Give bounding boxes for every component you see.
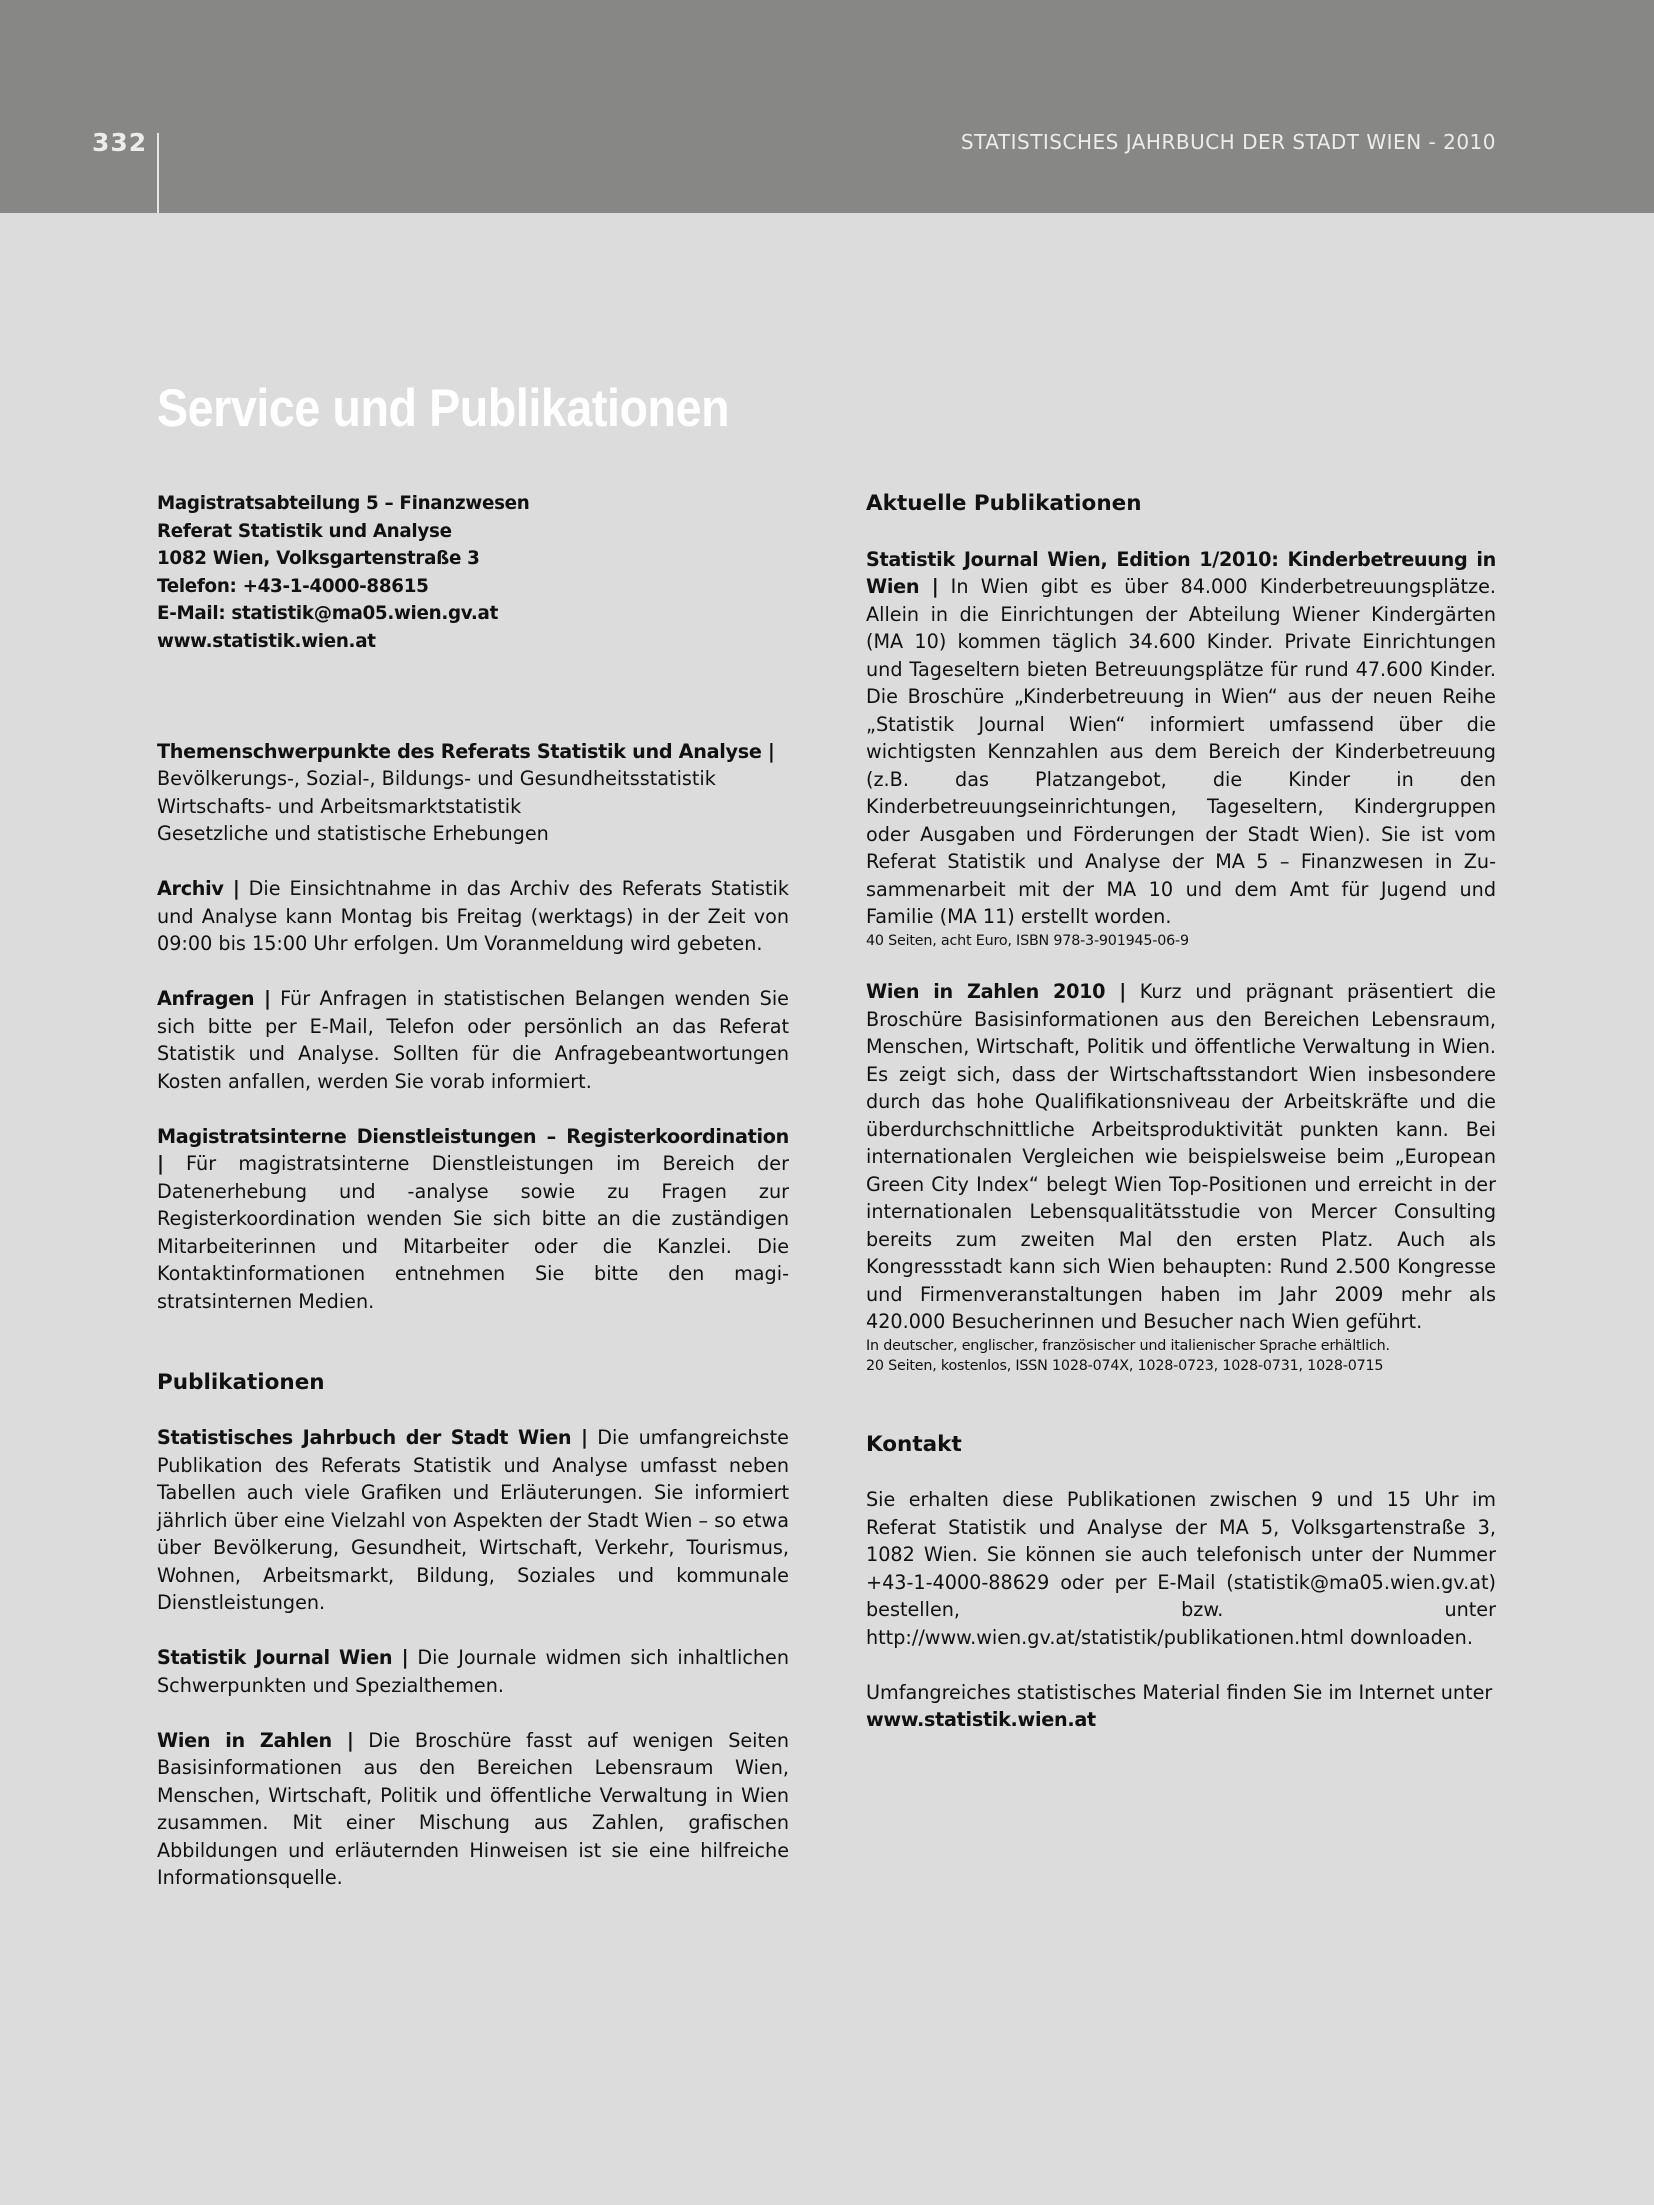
themen-line: Bevölkerungs-, Sozial-, Bildungs- und Gesundheitsstatistik bbox=[157, 767, 716, 790]
address-line: www.statistik.wien.at bbox=[157, 630, 376, 652]
journal-2010-label: Statistik Journal Wien, Edition 1/2010: Kinderbetreuung in Wien | bbox=[866, 547, 1496, 598]
address-line: 1082 Wien, Volksgartenstraße 3 bbox=[157, 548, 480, 569]
dienstleistungen-label: Magistratsinterne Dienstleistungen – Registerkoordination | bbox=[157, 1124, 789, 1175]
zahlen-2010-paragraph bbox=[866, 978, 1496, 1336]
address-block bbox=[157, 490, 789, 655]
jahrbuch-text: Die umfangreichste Publikation des Referats Statistik und Analyse umfasst neben Tabellen auch viele Grafiken und Erläuterungen. Sie informiert jährlich über eine Vielzahl von Aspekten der Stadt Wien – so etwa über Bevölkerung, Gesundheit, Wirtschaft, Verkehr, Tourismus, Wohnen, Arbeitsmarkt, Bildung, Soziales und kommunale Dienstleistungen. bbox=[157, 1426, 789, 1614]
address-line: Magistratsabteilung 5 – Finanzwesen bbox=[157, 493, 530, 514]
zahlen-2010-note-line: In deutscher, englischer, französischer und italienischer Sprache erhältlich. bbox=[866, 1337, 1390, 1354]
left-column bbox=[157, 490, 789, 1892]
page-number: 332 bbox=[92, 128, 148, 157]
internet-paragraph bbox=[866, 1679, 1496, 1734]
internet-text: Umfangreiches statistisches Material finden Sie im Internet unter bbox=[866, 1680, 1493, 1704]
journal-2010-note-line: 40 Seiten, acht Euro, ISBN 978-3-901945-06-9 bbox=[866, 932, 1189, 949]
zahlen-text: Die Broschüre fasst auf wenigen Seiten Basisinformationen aus den Bereichen Lebensraum Wien, Menschen, Wirtschaft, Politik und öffentliche Verwaltung in Wien zusammen. Mit einer Mischung aus Zahlen, grafischen Abbildungen und erläuternden Hinweisen ist sie eine hilfreiche Informationsquelle. bbox=[157, 1728, 789, 1889]
page-header bbox=[0, 0, 1654, 213]
right-column bbox=[866, 490, 1496, 1734]
anfragen-paragraph bbox=[157, 985, 789, 1095]
archiv-text: Die Einsichtnahme in das Archiv des Referats Statistik und Analyse kann Montag bis Freitag (werktags) in der Zeit von 09:00 bis 15:00 Uhr erfolgen. Um Voranmeldung wird gebeten. bbox=[157, 877, 789, 955]
anfragen-text: Für Anfragen in statistischen Belangen wenden Sie sich bitte per E-Mail, Telefon oder persönlich an das Referat Statistik und Analyse. Sollten für die Anfragebeantwortungen Kosten anfallen, werden Sie vorab informiert. bbox=[157, 987, 789, 1093]
running-title: STATISTISCHES JAHRBUCH DER STADT WIEN - 2010 bbox=[960, 130, 1496, 154]
zahlen-2010-text: Kurz und prägnant präsentiert die Broschüre Basisinformationen aus den Bereichen Lebensraum, Menschen, Wirtschaft, Politik und öffentliche Verwaltung in Wien. Es zeigt sich, dass der Wirtschaftsstandort Wien insbesondere durch das hohe Qualifikationsniveau der Arbeitskräfte und die überdurchschnittliche Arbeitsproduktivität punkten kann. Bei internationalen Vergleichen wie beispielsweise beim „European Green City Index“ belegt Wien Top-Positionen und erreicht in der internationalen Lebensqualitätsstudie von Mercer Consulting bereits zum zweiten Mal den ersten Platz. Auch als Kongressstadt kann sich Wien behaupten: Rund 2.500 Kongresse und Firmenveranstaltungen haben im Jahr 2009 mehr als 420.000 Besucherinnen und Besucher nach Wien geführt. bbox=[866, 980, 1496, 1333]
journal-2010-paragraph bbox=[866, 546, 1496, 931]
zahlen-2010-note bbox=[866, 1336, 1496, 1376]
journal-2010-note bbox=[866, 931, 1496, 951]
page-title: Service und Publikationen bbox=[157, 379, 730, 438]
themen-label: Themenschwerpunkte des Referats Statistik und Analyse | bbox=[157, 739, 775, 763]
kontakt-heading: Kontakt bbox=[866, 1431, 962, 1457]
zahlen-paragraph bbox=[157, 1727, 789, 1892]
journal-2010-text: In Wien gibt es über 84.000 Kinderbetreuungsplätze. Allein in die Einrichtungen der Abteilung Wiener Kindergärten (MA 10) kommen täglich 34.600 Kinder. Private Einrichtungen und Tageseltern bieten Betreuungsplätze für rund 47.600 Kinder. Die Broschüre „Kinderbetreuung in Wien“ aus der neuen Reihe „Statistik Journal Wien“ informiert umfassend über die wichtigsten Kennzahlen aus dem Bereich der Kinderbetreuung (z.B. das Platzangebot, die Kinder in den Kinderbetreuungseinrichtungen, Tageseltern, Kindergruppen oder Ausgaben und Förderungen der Stadt Wien). Sie ist vom Referat Statistik und Analyse der MA 5 – Finanzwesen in Zusammenarbeit mit der MA 10 und dem Amt für Jugend und Familie (MA 11) erstellt worden. bbox=[866, 575, 1496, 928]
themen-block bbox=[157, 738, 789, 848]
journal-label: Statistik Journal Wien | bbox=[157, 1646, 409, 1669]
themen-line: Wirtschafts- und Arbeitsmarktstatistik bbox=[157, 794, 522, 818]
archiv-label: Archiv | bbox=[157, 877, 240, 900]
address-line: E-Mail: statistik@ma05.wien.gv.at bbox=[157, 603, 499, 624]
dienstleistungen-paragraph bbox=[157, 1123, 789, 1316]
themen-line: Gesetzliche und statistische Erhebungen bbox=[157, 822, 549, 845]
archiv-paragraph bbox=[157, 875, 789, 958]
aktuelle-heading: Aktuelle Publikationen bbox=[866, 491, 1142, 516]
address-line: Telefon: +43-1-4000-88615 bbox=[157, 575, 429, 597]
dienstleistungen-text: Für magistratsinterne Dienstleistungen im Bereich der Datenerhebung und -analyse sowie zu Fragen zur Registerkoordination wenden Sie sich bitte an die zuständigen Mitarbeiterinnen und Mitarbeiter oder die Kanzlei. Die Kontaktinformationen entnehmen Sie bitte den magistratsinternen Medien. bbox=[157, 1152, 789, 1313]
anfragen-label: Anfragen | bbox=[157, 987, 271, 1010]
zahlen-2010-note-line: 20 Seiten, kostenlos, ISSN 1028-074X, 1028-0723, 1028-0731, 1028-0715 bbox=[866, 1357, 1384, 1374]
journal-paragraph bbox=[157, 1644, 789, 1699]
jahrbuch-label: Statistisches Jahrbuch der Stadt Wien | bbox=[157, 1426, 588, 1449]
header-divider bbox=[157, 133, 159, 213]
publikationen-heading: Publikationen bbox=[157, 1369, 325, 1395]
kontakt-paragraph: Sie erhalten diese Publikationen zwischen 9 und 15 Uhr im Referat Statistik und Analyse der MA 5, Volksgartenstraße 3, 1082 Wien. Sie können sie auch telefonisch unter der Nummer +43-1-4000-88629 oder per E-Mail (statistik@ma05.wien.gv.at) bestellen, bzw. unter http://www.wien.gv.at/statistik/publikationen.html downloaden. bbox=[866, 1488, 1496, 1649]
journal-text: Die Journale widmen sich inhaltlichen Schwerpunkten und Spezialthemen. bbox=[157, 1646, 789, 1697]
internet-link[interactable]: www.statistik.wien.at bbox=[866, 1708, 1096, 1731]
zahlen-2010-label: Wien in Zahlen 2010 | bbox=[866, 980, 1127, 1003]
address-line: Referat Statistik und Analyse bbox=[157, 520, 452, 542]
jahrbuch-paragraph bbox=[157, 1424, 789, 1617]
zahlen-label: Wien in Zahlen | bbox=[157, 1728, 354, 1752]
